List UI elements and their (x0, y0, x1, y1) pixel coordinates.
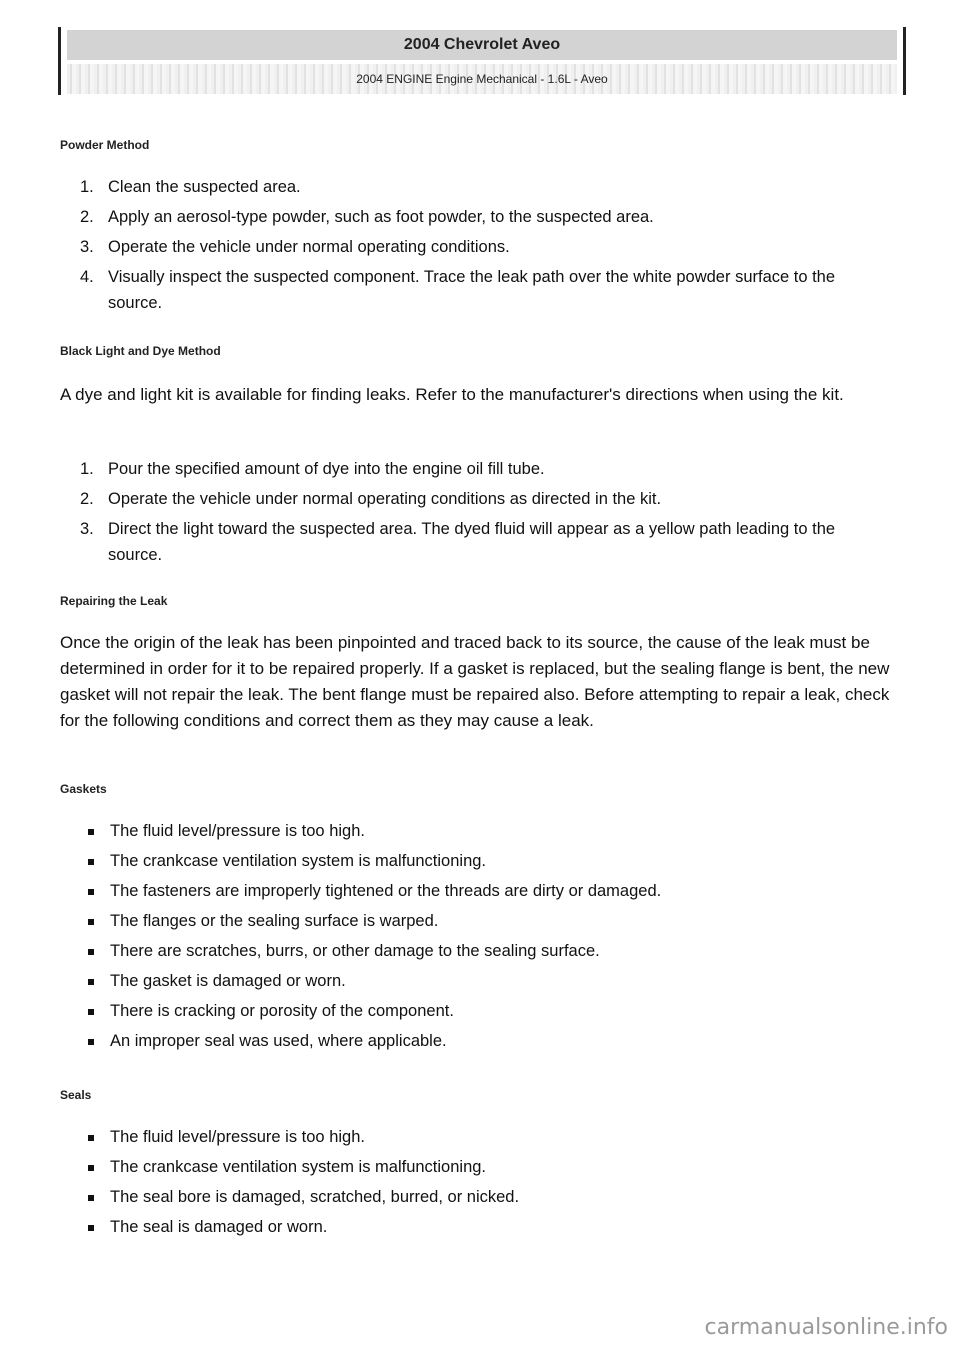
list-item-text: An improper seal was used, where applicable. (110, 1032, 447, 1050)
bullet-icon (88, 1039, 94, 1045)
list-item (60, 1124, 890, 1150)
bullet-icon (88, 1195, 94, 1201)
document-subtitle: 2004 ENGINE Engine Mechanical - 1.6L - Aveo (67, 64, 897, 94)
list-item-text: There is cracking or porosity of the component. (110, 1002, 454, 1020)
list-item-text: The gasket is damaged or worn. (110, 972, 346, 990)
list-item (60, 486, 890, 512)
step-text: Pour the specified amount of dye into the engine oil fill tube. (108, 460, 545, 478)
list-item (60, 234, 890, 260)
gaskets-list (60, 818, 890, 1058)
step-number: 2. (80, 208, 94, 226)
list-item-text: The flanges or the sealing surface is warped. (110, 912, 439, 930)
bullet-icon (88, 1135, 94, 1141)
list-item (60, 878, 890, 904)
section-heading-blacklight: Black Light and Dye Method (60, 344, 221, 358)
bullet-icon (88, 859, 94, 865)
watermark-link[interactable]: carmanualsonline.info (704, 1315, 948, 1340)
list-item (60, 908, 890, 934)
list-item (60, 204, 890, 230)
bullet-icon (88, 1165, 94, 1171)
section-heading-seals: Seals (60, 1088, 92, 1102)
step-number: 2. (80, 490, 94, 508)
list-item (60, 818, 890, 844)
step-number: 3. (80, 520, 94, 538)
step-text: Visually inspect the suspected component. Trace the leak path over the white powder surface to the source. (108, 268, 836, 312)
bullet-icon (88, 829, 94, 835)
section-heading-powder: Powder Method (60, 138, 150, 152)
step-number: 3. (80, 238, 94, 256)
section-heading-repair: Repairing the Leak (60, 594, 168, 608)
seals-list (60, 1124, 890, 1244)
list-item (60, 264, 890, 316)
bullet-icon (88, 889, 94, 895)
list-item (60, 938, 890, 964)
list-item (60, 456, 890, 482)
bullet-icon (88, 979, 94, 985)
bullet-icon (88, 1009, 94, 1015)
list-item-text: The crankcase ventilation system is malfunctioning. (110, 1158, 487, 1176)
step-text: Operate the vehicle under normal operating conditions as directed in the kit. (108, 490, 662, 508)
bullet-icon (88, 949, 94, 955)
bullet-icon (88, 919, 94, 925)
list-item-text: There are scratches, burrs, or other damage to the sealing surface. (110, 942, 600, 960)
blacklight-intro: A dye and light kit is available for finding leaks. Refer to the manufacturer's directions when using the kit. (60, 385, 844, 404)
document-title: 2004 Chevrolet Aveo (67, 30, 897, 60)
section-heading-gaskets: Gaskets (60, 782, 107, 796)
list-item (60, 1028, 890, 1054)
list-item (60, 968, 890, 994)
list-item-text: The crankcase ventilation system is malfunctioning. (110, 852, 487, 870)
step-number: 1. (80, 178, 94, 196)
list-item-text: The seal bore is damaged, scratched, burred, or nicked. (110, 1188, 520, 1206)
step-number: 4. (80, 268, 94, 286)
list-item (60, 1214, 890, 1240)
powder-steps-list (60, 174, 890, 320)
blacklight-steps-list (60, 456, 890, 572)
list-item-text: The fluid level/pressure is too high. (110, 1128, 365, 1146)
step-text: Operate the vehicle under normal operating conditions. (108, 238, 510, 256)
bullet-icon (88, 1225, 94, 1231)
list-item-text: The fasteners are improperly tightened or the threads are dirty or damaged. (110, 882, 662, 900)
step-text: Apply an aerosol-type powder, such as foot powder, to the suspected area. (108, 208, 654, 226)
list-item-text: The fluid level/pressure is too high. (110, 822, 365, 840)
list-item (60, 998, 890, 1024)
list-item (60, 1184, 890, 1210)
list-item (60, 516, 890, 568)
list-item (60, 1154, 890, 1180)
step-number: 1. (80, 460, 94, 478)
step-text: Clean the suspected area. (108, 178, 301, 196)
step-text: Direct the light toward the suspected area. The dyed fluid will appear as a yellow path leading to the source. (108, 520, 836, 564)
repair-paragraph: Once the origin of the leak has been pinpointed and traced back to its source, the cause of the leak must be determined in order for it to be repaired properly. If a gasket is replaced, but the sealing flange is bent, the new gasket will not repair the leak. The bent flange must be repaired also. Before attempting to repair a leak, check for the following conditions and correct them as they may cause a leak. (60, 633, 890, 730)
list-item (60, 174, 890, 200)
document-header (58, 27, 906, 95)
list-item-text: The seal is damaged or worn. (110, 1218, 328, 1236)
list-item (60, 848, 890, 874)
